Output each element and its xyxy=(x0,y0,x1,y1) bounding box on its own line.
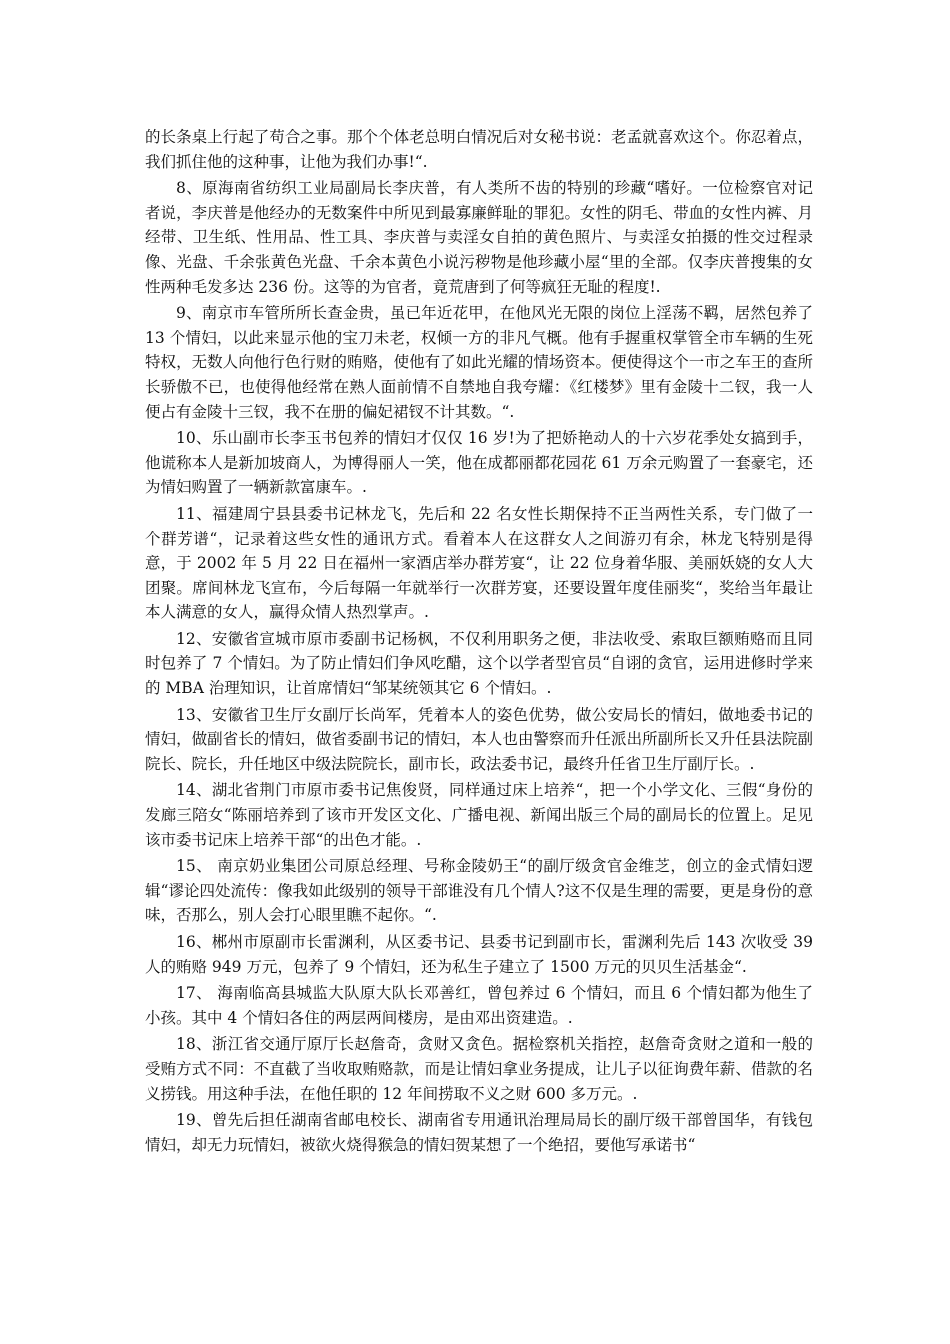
paragraph-item-11: 11、福建周宁县县委书记林龙飞，先后和 22 名女性长期保持不正当两性关系，专门做了一个群芳谱“，记录着这些女性的通讯方式。看着本人在这群女人之间游刃有余，林龙飞特别是得意，于 2002 年 5 月 22 日在福州一家酒店举办群芳宴“，让 22 位身着华服、美丽妖娆的女人大团聚。席间林龙飞宣布，今后每隔一年就举行一次群芳宴，还要设置年度佳丽奖“，奖给当年最让本人满意的女人，赢得众情人热烈掌声。. xyxy=(145,504,813,622)
document-body xyxy=(145,125,813,1159)
paragraph-item-12: 12、安徽省宣城市原市委副书记杨枫，不仅利用职务之便，非法收受、索取巨额贿赂而且同时包养了 7 个情妇。为了防止情妇们争风吃醋，这个以学者型官员“自诩的贪官，运用进修时学来的 MBA 治理知识，让首席情妇“邹某统领其它 6 个情妇。. xyxy=(145,629,813,698)
paragraph-item-17: 17、 海南临高县城监大队原大队长邓善红，曾包养过 6 个情妇，而且 6 个情妇都为他生了小孩。其中 4 个情妇各住的两层两间楼房，是由邓出资建造。. xyxy=(145,984,813,1027)
paragraph-item-19: 19、曾先后担任湖南省邮电校长、湖南省专用通讯治理局局长的副厅级干部曾国华，有钱包情妇，却无力玩情妇，被欲火烧得猴急的情妇贺某想了一个绝招，要他写承诺书“ xyxy=(145,1111,813,1154)
paragraph-item-15: 15、 南京奶业集团公司原总经理、号称金陵奶王“的副厅级贪官金维芝，创立的金式情妇逻辑“谬论四处流传：像我如此级别的领导干部谁没有几个情人?这不仅是生理的需要，更是身份的意味，否那么，别人会打心眼里瞧不起你。“. xyxy=(145,857,813,925)
paragraph-continuation: 的长条桌上行起了苟合之事。那个个体老总明白情况后对女秘书说：老孟就喜欢这个。你忍着点，我们抓住他的这种事，让他为我们办事!“. xyxy=(145,128,813,171)
paragraph-item-16: 16、郴州市原副市长雷渊利，从区委书记、县委书记到副市长，雷渊利先后 143 次收受 39 人的贿赂 949 万元，包养了 9 个情妇，还为私生子建立了 1500 万元的贝贝生活基金“. xyxy=(145,933,813,976)
paragraph-item-8: 8、原海南省纺织工业局副局长李庆普，有人类所不齿的特别的珍藏“嗜好。一位检察官对记者说，李庆普是他经办的无数案件中所见到最寡廉鲜耻的罪犯。女性的阴毛、带血的女性内裤、月经带、卫生纸、性用品、性工具、李庆普与卖淫女自拍的黄色照片、与卖淫女拍摄的性交过程录像、光盘、千余张黄色光盘、千余本黄色小说污秽物是他珍藏小屋“里的全部。仅李庆普搜集的女性两种毛发多达 236 份。这等的为官者，竟荒唐到了何等疯狂无耻的程度!. xyxy=(145,179,813,296)
paragraph-item-13: 13、安徽省卫生厅女副厅长尚军，凭着本人的姿色优势，做公安局长的情妇，做地委书记的情妇，做副省长的情妇，做省委副书记的情妇，本人也由警察而升任派出所副所长又升任县法院副院长、院长，升任地区中级法院院长，副市长，政法委书记，最终升任省卫生厅副厅长。. xyxy=(145,705,813,773)
paragraph-item-10: 10、乐山副市长李玉书包养的情妇才仅仅 16 岁!为了把娇艳动人的十六岁花季处女搞到手，他谎称本人是新加坡商人，为博得丽人一笑，他在成都丽都花园花 61 万余元购置了一套豪宅，还为情妇购置了一辆新款富康车。. xyxy=(145,429,813,497)
paragraph-item-14: 14、湖北省荆门市原市委书记焦俊贤，同样通过床上培养“，把一个小学文化、三假“身份的发廊三陪女“陈丽培养到了该市开发区文化、广播电视、新闻出版三个局的副局长的位置上。足见该市委书记床上培养干部“的出色才能。. xyxy=(145,781,813,849)
paragraph-item-9: 9、南京市车管所所长查金贵，虽已年近花甲，在他风光无限的岗位上淫荡不羁，居然包养了 13 个情妇，以此来显示他的宝刀未老，权倾一方的非凡气概。他有手握重权掌管全市车辆的生死特权，无数人向他行色行财的贿赂，使他有了如此光耀的情场资本。便使得这个一市之车王的查所长骄傲不已，也使得他经常在熟人面前情不自禁地自我夸耀：《红楼梦》里有金陵十二钗，我一人便占有金陵十三钗，我不在册的偏妃裙钗不计其数。“. xyxy=(145,304,813,421)
paragraph-item-18: 18、浙江省交通厅原厅长赵詹奇，贪财又贪色。据检察机关指控，赵詹奇贪财之道和一般的受贿方式不同：不直截了当收取贿赂款，而是让情妇拿业务提成，让儿子以征询费年薪、借款的名义捞钱。用这种手法，在他任职的 12 年间捞取不义之财 600 多万元。. xyxy=(145,1035,813,1103)
